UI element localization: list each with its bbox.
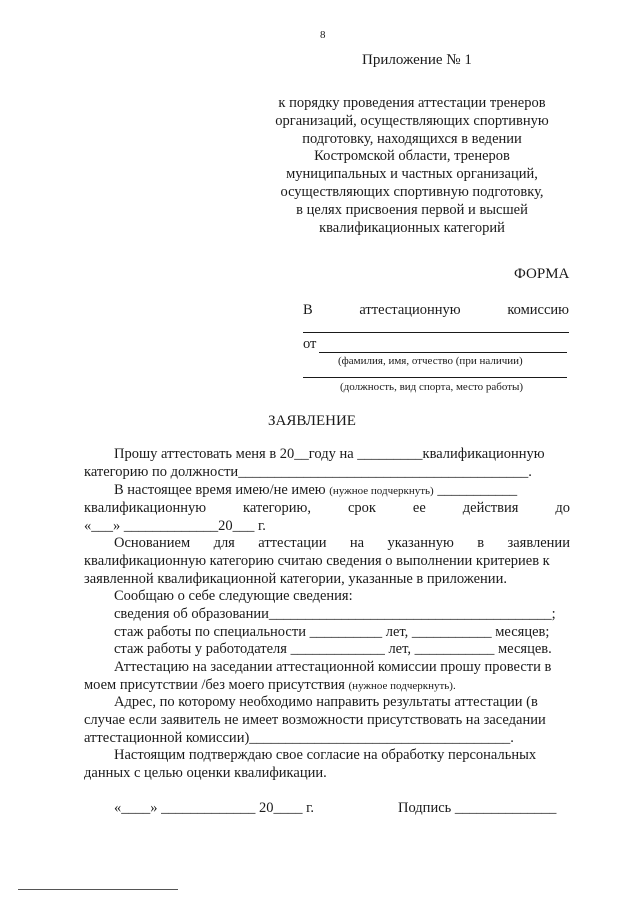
body-word: для bbox=[213, 535, 235, 551]
body-line: Адрес, по которому необходимо направить результаты аттестации (в bbox=[114, 694, 538, 710]
signature-date[interactable]: «____» _____________ 20____ г. bbox=[114, 800, 315, 816]
body-line: заявленной квалификационной категории, указанные в приложении. bbox=[84, 571, 507, 587]
form-label: ФОРМА bbox=[514, 266, 570, 282]
from-label: от bbox=[303, 336, 317, 352]
body-word: до bbox=[555, 500, 570, 516]
addressee-word: аттестационную bbox=[359, 302, 461, 318]
body-word: Основанием bbox=[114, 535, 191, 551]
body-word: квалификационную bbox=[84, 500, 207, 516]
position-caption: (должность, вид спорта, место работы) bbox=[340, 381, 524, 393]
body-text: моем присутствии /без моего присутствия bbox=[84, 677, 345, 693]
appendix-subtitle bbox=[236, 95, 588, 237]
addressee-line bbox=[303, 302, 569, 319]
body-line: стаж работы у работодателя _____________ лет, ___________ месяцев. bbox=[114, 641, 552, 657]
name-caption: (фамилия, имя, отчество (при наличии) bbox=[338, 355, 523, 367]
appendix-subtitle-line: Костромской области, тренеров bbox=[314, 148, 510, 165]
body-word: действия bbox=[462, 500, 519, 516]
position-blank-line[interactable] bbox=[303, 377, 567, 378]
body-line bbox=[114, 482, 517, 499]
appendix-subtitle-line: в целях присвоения первой и высшей bbox=[296, 201, 528, 218]
addressee-word: В bbox=[303, 302, 313, 318]
body-line: Сообщаю о себе следующие сведения: bbox=[114, 588, 353, 604]
addressee-word: комиссию bbox=[507, 302, 569, 318]
body-word: ее bbox=[412, 500, 426, 516]
appendix-subtitle-line: квалификационных категорий bbox=[319, 219, 505, 236]
body-line: данных с целью оценки квалификации. bbox=[84, 765, 327, 781]
body-line: квалификационную категорию считаю сведения о выполнении критериев к bbox=[84, 553, 550, 569]
body-line bbox=[84, 677, 456, 694]
page-number: 8 bbox=[320, 29, 326, 41]
appendix-subtitle-line: муниципальных и частных организаций, bbox=[286, 166, 538, 183]
signature-field[interactable]: Подпись ______________ bbox=[398, 800, 557, 816]
body-word: заявлении bbox=[507, 535, 570, 551]
body-line bbox=[114, 535, 570, 552]
from-blank-line[interactable] bbox=[319, 352, 567, 353]
body-line: Аттестацию на заседании аттестационной комиссии прошу провести в bbox=[114, 659, 552, 675]
body-word: на bbox=[349, 535, 365, 551]
body-word: срок bbox=[347, 500, 376, 516]
body-line bbox=[84, 500, 570, 517]
body-text: ___________ bbox=[437, 482, 518, 498]
body-line: Прошу аттестовать меня в 20__году на _________квалификационную bbox=[114, 446, 545, 462]
body-word: аттестации bbox=[258, 535, 327, 551]
appendix-subtitle-line: подготовку, находящихся в ведении bbox=[302, 130, 522, 147]
body-word: указанную bbox=[387, 535, 454, 551]
commission-blank-line[interactable] bbox=[303, 332, 569, 333]
body-line: аттестационной комиссии)____________________________________. bbox=[84, 730, 514, 746]
body-word: категорию, bbox=[243, 500, 311, 516]
appendix-subtitle-line: организаций, осуществляющих спортивную bbox=[275, 112, 549, 129]
footnote-separator bbox=[18, 889, 178, 890]
body-word: в bbox=[477, 535, 485, 551]
body-line: Настоящим подтверждаю свое согласие на обработку персональных bbox=[114, 747, 537, 763]
body-line: случае если заявитель не имеет возможности присутствовать на заседании bbox=[84, 712, 546, 728]
appendix-subtitle-line: к порядку проведения аттестации тренеров bbox=[278, 95, 546, 111]
statement-heading: ЗАЯВЛЕНИЕ bbox=[268, 413, 356, 429]
appendix-title: Приложение № 1 bbox=[362, 52, 472, 68]
body-line: категорию по должности________________________________________. bbox=[84, 464, 532, 480]
body-text: В настоящее время имею/не имею bbox=[114, 482, 326, 498]
body-note: (нужное подчеркнуть) bbox=[329, 485, 434, 497]
body-line: «___» _____________20___ г. bbox=[84, 518, 266, 534]
body-line: сведения об образовании_______________________________________; bbox=[114, 606, 556, 622]
body-note: (нужное подчеркнуть). bbox=[348, 680, 456, 692]
body-line: стаж работы по специальности __________ лет, ___________ месяцев; bbox=[114, 624, 550, 640]
appendix-subtitle-line: осуществляющих спортивную подготовку, bbox=[280, 183, 544, 200]
